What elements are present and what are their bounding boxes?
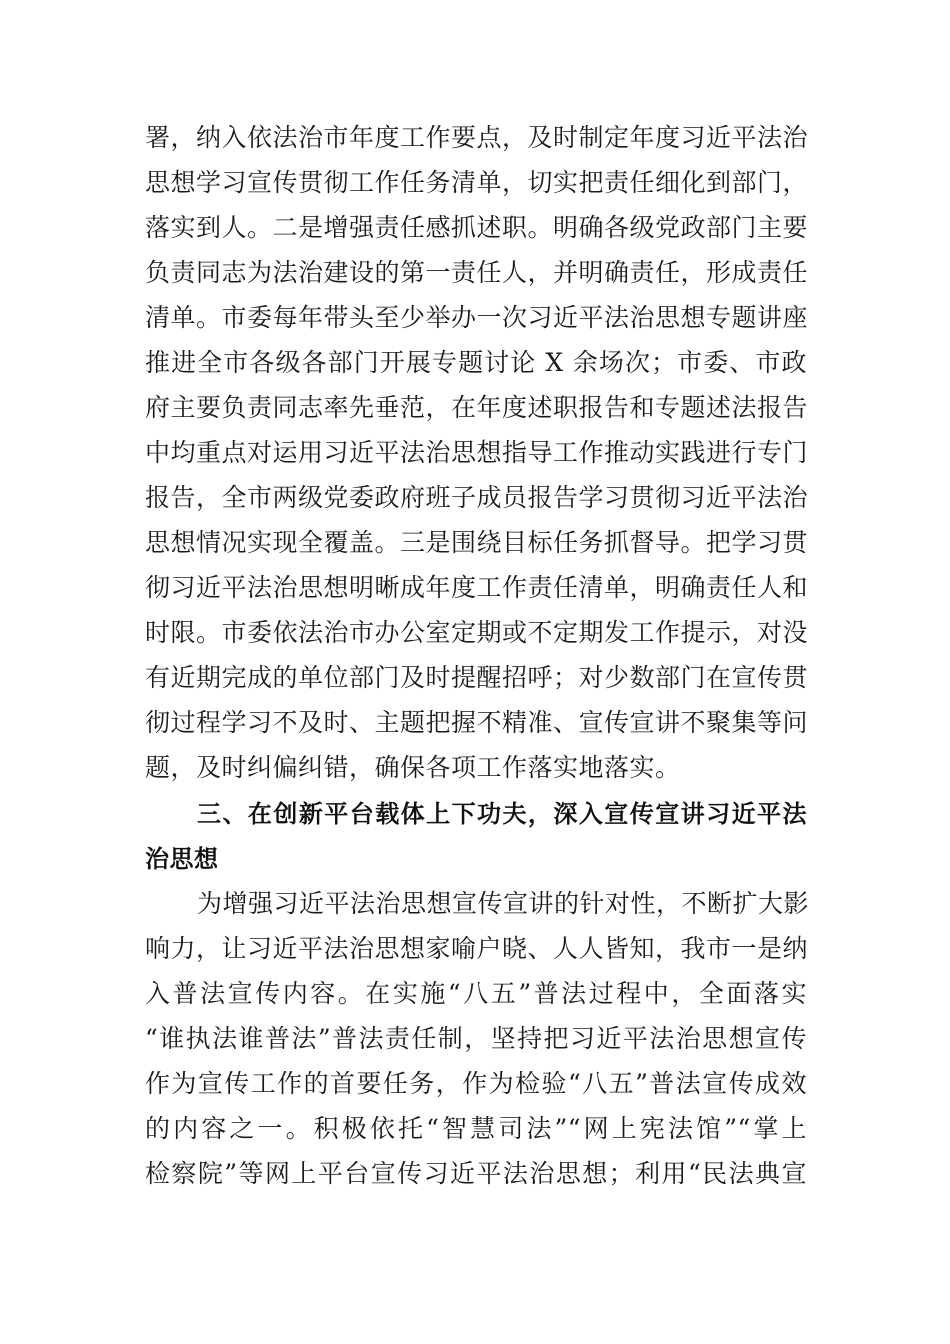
paragraph-line: 为增强习近平法治思想宣传宣讲的针对性，不断扩大影 [197,889,810,918]
paragraph-line: 思想情况实现全覆盖。三是围绕目标任务抓督导。把学习贯 [145,528,809,557]
paragraph-line: 作为宣传工作的首要任务，作为检验“八五”普法宣传成效 [145,1069,807,1098]
paragraph-line: 报告，全市两级党委政府班子成员报告学习贯彻习近平法治 [145,483,809,512]
paragraph-line: 彻习近平法治思想明晰成年度工作责任清单，明确责任人和 [145,573,809,602]
paragraph-line: 彻过程学习不及时、主题把握不精准、宣传宣讲不聚集等问 [145,708,809,737]
section-heading-line: 三、在创新平台载体上下功夫，深入宣传宣讲习近平法 [197,800,807,828]
paragraph-line: 清单。市委每年带头至少举办一次习近平法治思想专题讲座 [145,303,809,332]
paragraph-line: 题，及时纠偏纠错，确保各项工作落实地落实。 [145,753,681,782]
paragraph-line: 负责同志为法治建设的第一责任人，并明确责任，形成责任 [145,258,809,287]
section-heading-line: 治思想 [145,845,219,873]
paragraph-line: 署，纳入依法治市年度工作要点，及时制定年度习近平法治 [145,123,809,152]
paragraph-line: 推进全市各级各部门开展专题讨论 X 余场次；市委、市政 [145,348,807,377]
paragraph-line: 中均重点对运用习近平法治思想指导工作推动实践进行专门 [145,438,809,467]
paragraph-line: 的内容之一。积极依托“智慧司法”“网上宪法馆”“掌上 [145,1114,807,1143]
paragraph-line: 落实到人。二是增强责任感抓述职。明确各级党政部门主要 [145,213,809,242]
paragraph-line: 府主要负责同志率先垂范，在年度述职报告和专题述法报告 [145,393,809,422]
paragraph-line: “谁执法谁普法”普法责任制，坚持把习近平法治思想宣传 [145,1024,807,1053]
paragraph-line: 响力，让习近平法治思想家喻户晓、人人皆知，我市一是纳 [145,934,809,963]
paragraph-line: 入普法宣传内容。在实施“八五”普法过程中，全面落实 [145,979,807,1008]
paragraph-line: 思想学习宣传贯彻工作任务清单，切实把责任细化到部门， [145,168,809,197]
paragraph-line: 有近期完成的单位部门及时提醒招呼；对少数部门在宣传贯 [145,663,809,692]
paragraph-line: 检察院”等网上平台宣传习近平法治思想；利用“民法典宣 [145,1159,807,1188]
paragraph-line: 时限。市委依法治市办公室定期或不定期发工作提示，对没 [145,618,809,647]
